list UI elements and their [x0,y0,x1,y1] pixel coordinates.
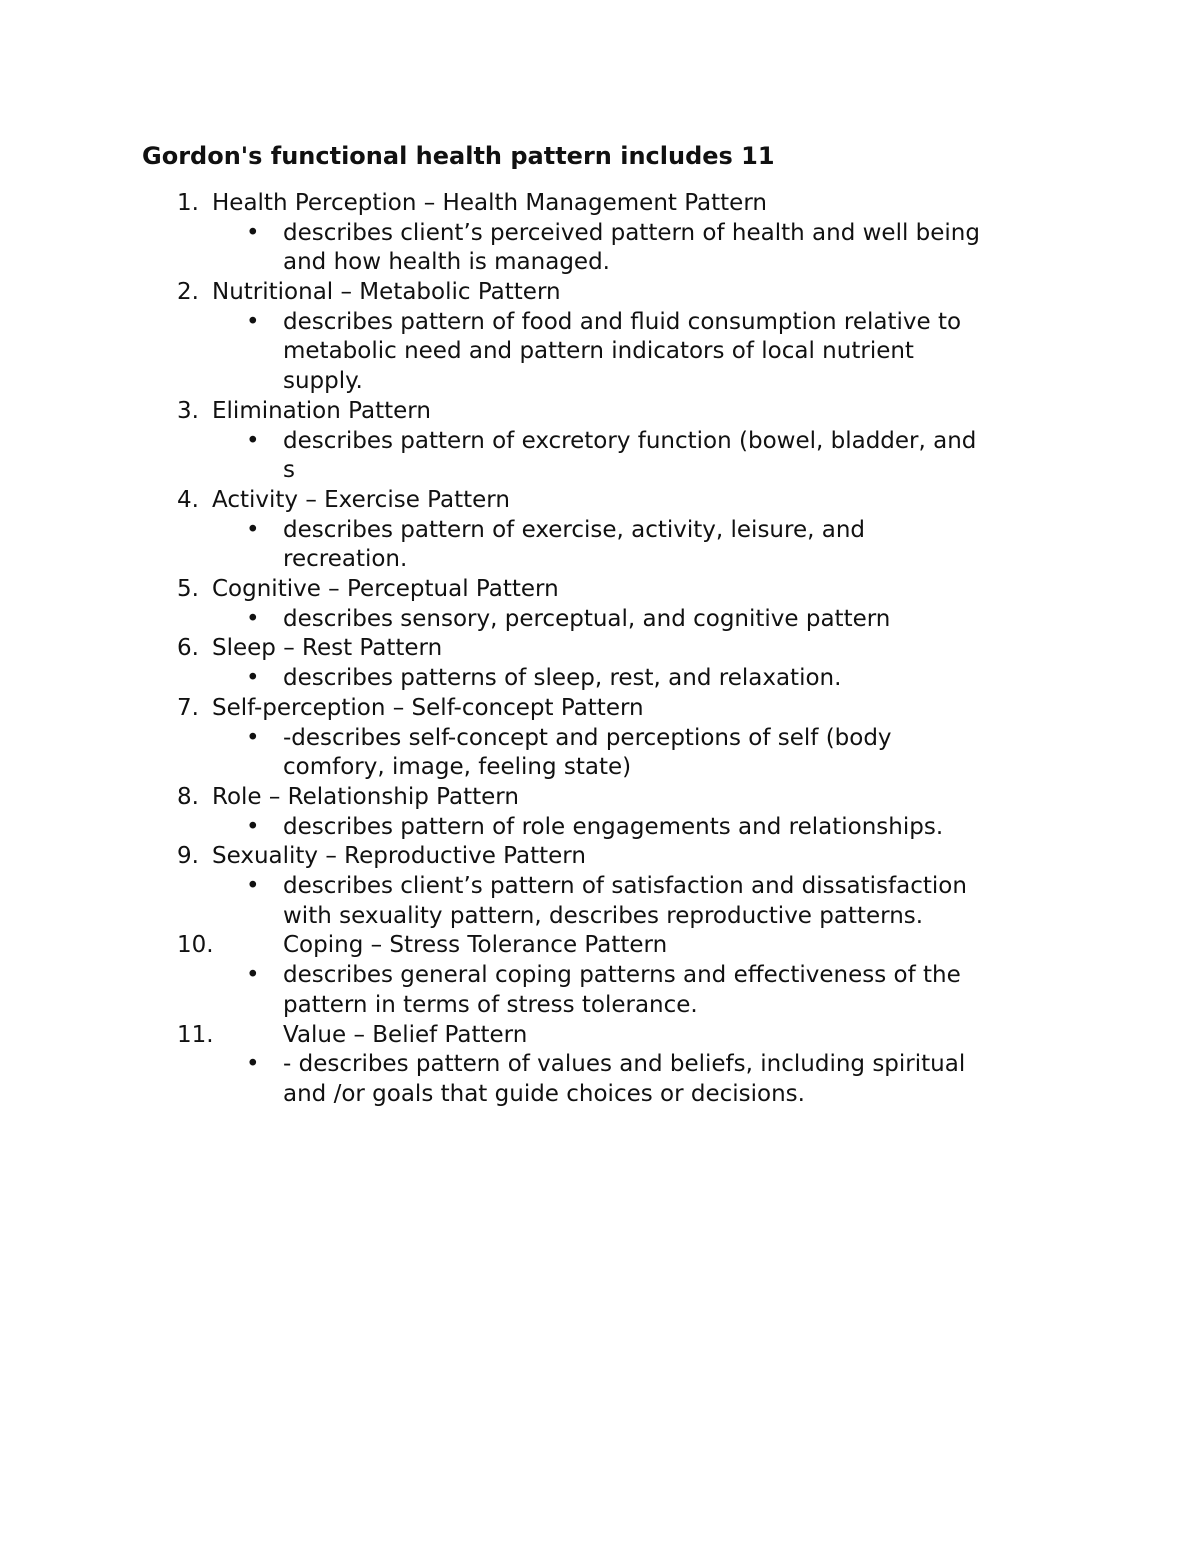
pattern-heading [0,486,1200,516]
pattern-description [0,516,1068,575]
pattern-heading [0,278,1200,308]
pattern-name: Value – Belief Pattern [283,1021,528,1048]
bullet-icon: • [246,813,260,840]
description-line: describes sensory, perceptual, and cognitive pattern [283,605,891,632]
pattern-name: Health Perception – Health Management Pattern [212,190,767,216]
pattern-name: Role – Relationship Pattern [212,783,519,810]
bullet-icon: • [246,1051,260,1078]
description-line: pattern in terms of stress tolerance. [283,991,698,1018]
pattern-description [0,605,1068,635]
description-line: describes general coping patterns and effectiveness of the [283,962,961,989]
pattern-description [0,219,1068,278]
description-line: comfory, image, feeling state) [283,754,632,781]
pattern-item [0,189,1200,278]
pattern-description [0,1050,1068,1109]
pattern-item [0,1021,1200,1110]
pattern-name: Sleep – Rest Pattern [212,635,443,662]
pattern-name: Sexuality – Reproductive Pattern [212,843,586,870]
description-line: - describes pattern of values and beliefs, including spiritual [283,1051,966,1078]
pattern-number: 4. [177,486,199,513]
description-line: metabolic need and pattern indicators of local nutrient [283,338,914,365]
description-line: and how health is managed. [283,249,610,276]
document-title: Gordon's functional health pattern includes 11 [142,142,775,170]
pattern-number: 6. [177,635,199,662]
description-line: describes pattern of exercise, activity, leisure, and [283,516,865,543]
pattern-name: Activity – Exercise Pattern [212,486,510,513]
pattern-item [0,486,1200,575]
pattern-description [0,308,1068,397]
pattern-heading [0,842,1200,872]
pattern-number: 7. [177,694,199,721]
description-line: describes pattern of excretory function (bowel, bladder, and [283,427,977,454]
pattern-heading [0,931,1200,961]
pattern-number: 2. [177,279,199,306]
pattern-name: Nutritional – Metabolic Pattern [212,279,561,306]
pattern-item [0,931,1200,1020]
pattern-description [0,664,1068,694]
description-line: s [283,457,295,484]
pattern-heading [0,1021,1200,1051]
pattern-item [0,575,1200,634]
pattern-heading [0,575,1200,605]
description-line: describes patterns of sleep, rest, and relaxation. [283,665,842,692]
pattern-heading [0,634,1200,664]
description-line: describes client’s pattern of satisfaction and dissatisfaction [283,873,967,900]
pattern-number: 3. [177,397,199,424]
pattern-item [0,397,1200,486]
description-line: with sexuality pattern, describes reproductive patterns. [283,902,924,929]
description-line: and /or goals that guide choices or decisions. [283,1080,805,1107]
description-line: supply. [283,368,363,395]
bullet-icon: • [246,427,260,454]
description-line: -describes self-concept and perceptions of self (body [283,724,892,751]
bullet-icon: • [246,724,260,751]
pattern-heading [0,783,1200,813]
pattern-item [0,278,1200,397]
pattern-item [0,694,1200,783]
pattern-heading [0,397,1200,427]
description-line: describes client’s perceived pattern of health and well being [283,219,980,246]
bullet-icon: • [246,308,260,335]
pattern-name: Elimination Pattern [212,397,431,424]
description-line: describes pattern of food and fluid consumption relative to [283,308,962,335]
pattern-number: 9. [177,843,199,870]
bullet-icon: • [246,962,260,989]
pattern-number: 5. [177,576,199,603]
pattern-number: 11. [177,1021,214,1048]
pattern-number: 8. [177,783,199,810]
pattern-description [0,961,1068,1020]
pattern-item [0,842,1200,931]
bullet-icon: • [246,516,260,543]
pattern-description [0,724,1068,783]
bullet-icon: • [246,219,260,246]
pattern-name: Coping – Stress Tolerance Pattern [283,932,668,959]
pattern-name: Self-perception – Self-concept Pattern [212,694,644,721]
bullet-icon: • [246,873,260,900]
pattern-item [0,634,1200,693]
pattern-heading [0,694,1200,724]
pattern-item [0,783,1200,842]
pattern-description [0,872,1068,931]
pattern-number: 10. [177,932,214,959]
description-line: describes pattern of role engagements and relationships. [283,813,944,840]
pattern-heading [0,189,1200,219]
pattern-name: Cognitive – Perceptual Pattern [212,576,559,603]
description-line: recreation. [283,546,408,573]
pattern-description [0,813,1068,843]
pattern-number: 1. [177,190,199,216]
pattern-description [0,427,1068,486]
pattern-list [0,189,1200,1110]
bullet-icon: • [246,665,260,692]
bullet-icon: • [246,605,260,632]
